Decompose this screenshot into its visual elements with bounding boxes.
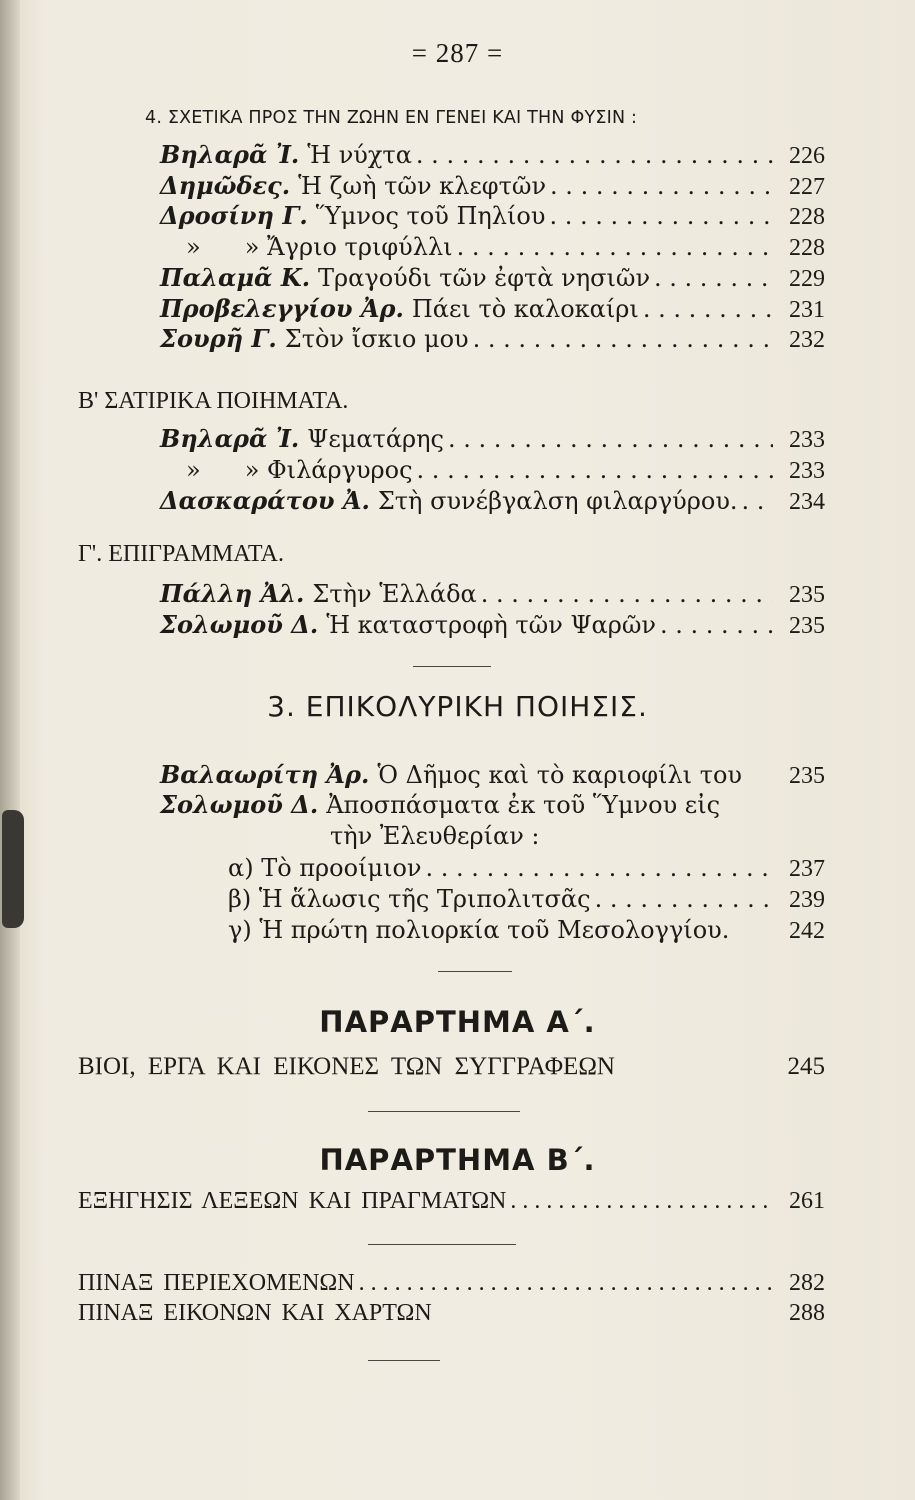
section-heading: Γ'. ΕΠΙΓΡΑΜΜΑΤΑ. (78, 541, 285, 567)
toc-subentry (228, 913, 825, 947)
dot-leader (416, 138, 773, 172)
entry-page: 227 (789, 174, 825, 200)
entry-title: Ψεματάρης (307, 425, 444, 453)
toc-entry (78, 1296, 825, 1330)
entry-title: Στὴν Ἑλλάδα (312, 580, 477, 608)
entry-author: Δροσίνη Γ. (160, 201, 308, 230)
entry-title: τὴν Ἐλευθερίαν : (330, 822, 540, 850)
dot-leader (510, 1184, 773, 1218)
dot-leader (550, 169, 773, 203)
entry-title: Ἡ ζωὴ τῶν κλεφτῶν (298, 172, 547, 200)
entry-page: 261 (789, 1188, 825, 1214)
book-binding (0, 0, 20, 1500)
entry-title: γ) Ἡ πρώτη πολιορκία τοῦ Μεσολογγίου. (228, 916, 730, 944)
entry-page: 282 (789, 1270, 825, 1296)
dot-leader (359, 1266, 773, 1300)
divider (438, 971, 512, 972)
dot-leader (417, 453, 773, 487)
entry-title: » Ἄγριο τριφύλλι (244, 233, 453, 261)
dot-leader (643, 292, 773, 326)
toc-entry (160, 169, 825, 203)
entry-page: 233 (789, 427, 825, 453)
section-heading: 4. ΣΧΕΤΙΚΑ ΠΡΟΣ ΤΗΝ ΖΩΗΝ ΕΝ ΓΕΝΕΙ ΚΑΙ ΤΗΝ ΦΥΣΙΝ : (145, 108, 638, 128)
divider (368, 1360, 440, 1361)
entry-title: ΠΙΝΑΞ ΠΕΡΙΕΧΟΜΕΝΩΝ (78, 1270, 355, 1296)
entry-page: 231 (789, 297, 825, 323)
entry-page: 226 (789, 143, 825, 169)
dot-leader (426, 851, 773, 885)
entry-title: Ὁ Δῆμος καὶ τὸ καριοφίλι του (377, 761, 743, 789)
toc-entry (160, 422, 825, 456)
entry-author: Παλαμᾶ Κ. (160, 263, 311, 292)
toc-entry (160, 484, 825, 518)
entry-title: β) Ἡ ἅλωσις τῆς Τριπολιτσᾶς (228, 885, 591, 913)
entry-title: Στὴ συνέβγαλση φιλαργύρου. (377, 487, 738, 515)
entry-page: 228 (789, 235, 825, 261)
toc-entry (160, 199, 825, 233)
dot-leader (549, 199, 773, 233)
entry-title: Ἡ καταστροφὴ τῶν Ψαρῶν (326, 611, 656, 639)
toc-entry (160, 608, 825, 642)
entry-page: 239 (789, 887, 825, 913)
toc-entry (160, 261, 825, 295)
entry-title: Ἀποσπάσματα ἐκ τοῦ Ὕμνου εἰς (326, 791, 721, 819)
entry-page: 232 (789, 327, 825, 353)
section-heading: Β' ΣΑΤΙΡΙΚΑ ΠΟΙΗΜΑΤΑ. (78, 388, 349, 414)
entry-title: Στὸν ἴσκιο μου (284, 325, 469, 353)
entry-page: 234 (789, 489, 825, 515)
entry-author: Βαλαωρίτη Ἀρ. (160, 760, 370, 789)
toc-entry (160, 577, 825, 611)
binding-damage (2, 810, 24, 928)
entry-title: Πάει τὸ καλοκαίρι (411, 295, 639, 323)
entry-author: Πάλλη Ἀλ. (160, 579, 305, 608)
toc-subentry (228, 851, 825, 885)
divider (413, 666, 491, 667)
dot-leader (595, 882, 773, 916)
appendix-heading: ΠΑΡΑΡΤΗΜΑ Α΄. (319, 1005, 596, 1039)
toc-entry (160, 788, 825, 822)
dot-leader (481, 577, 773, 611)
entry-title-continuation (330, 819, 540, 853)
dot-leader (448, 422, 773, 456)
entry-page: 235 (789, 582, 825, 608)
appendix-heading: ΠΑΡΑΡΤΗΜΑ Β΄. (319, 1143, 596, 1177)
ditto-mark: » (186, 233, 201, 261)
entry-title: ΕΞΗΓΗΣΙΣ ΛΕΞΕΩΝ ΚΑΙ ΠΡΑΓΜΑΤΩΝ (78, 1188, 507, 1214)
entry-page: 233 (789, 458, 825, 484)
entry-author: Βηλαρᾶ Ἰ. (160, 424, 300, 453)
entry-page: 229 (789, 266, 825, 292)
entry-page: 288 (789, 1300, 825, 1326)
page-number: = 287 = (411, 38, 504, 68)
entry-title: Τραγούδι τῶν ἐφτὰ νησιῶν (318, 264, 651, 292)
entry-author: Σουρῆ Γ. (160, 324, 277, 353)
dot-leader (654, 261, 773, 295)
entry-author: Δασκαράτου Ἀ. (160, 486, 370, 515)
toc-entry (78, 1266, 825, 1300)
entry-page: 237 (789, 856, 825, 882)
toc-entry (160, 230, 825, 264)
divider (368, 1244, 516, 1245)
dot-leader (742, 484, 773, 518)
entry-page: 228 (789, 204, 825, 230)
divider (368, 1111, 520, 1112)
toc-entry (160, 292, 825, 326)
toc-entry (160, 322, 825, 356)
entry-author: Βηλαρᾶ Ἰ. (160, 140, 300, 169)
entry-title: ΒΙΟΙ, ΕΡΓΑ ΚΑΙ ΕΙΚΟΝΕΣ ΤΩΝ ΣΥΓΓΡΑΦΕΩΝ (78, 1053, 615, 1080)
entry-page: 245 (787, 1053, 825, 1080)
entry-title: Ὕμνος τοῦ Πηλίου (315, 202, 546, 230)
ditto-mark: » (186, 456, 201, 484)
dot-leader (473, 322, 773, 356)
entry-author: Προβελεγγίου Ἀρ. (160, 294, 404, 323)
toc-entry (78, 1050, 825, 1084)
toc-entry (78, 1184, 825, 1218)
entry-author: Σολωμοῦ Δ. (160, 790, 319, 819)
entry-title: » Φιλάργυρος (244, 456, 413, 484)
entry-page: 235 (789, 613, 825, 639)
toc-entry (160, 453, 825, 487)
entry-author: Δημῶδες. (160, 171, 291, 200)
entry-title: α) Τὸ προοίμιον (228, 854, 422, 882)
dot-leader (660, 608, 773, 642)
entry-author: Σολωμοῦ Δ. (160, 610, 319, 639)
entry-page: 235 (789, 763, 825, 789)
toc-subentry (228, 882, 825, 916)
toc-entry (160, 758, 825, 792)
entry-page: 242 (789, 918, 825, 944)
dot-leader (457, 230, 773, 264)
section-heading: 3. ΕΠΙΚΟΛΥΡΙΚΗ ΠΟΙΗΣΙΣ. (267, 690, 648, 723)
entry-title: ΠΙΝΑΞ ΕΙΚΟΝΩΝ ΚΑΙ ΧΑΡΤΩΝ (78, 1300, 432, 1326)
entry-title: Ἡ νύχτα (307, 141, 412, 169)
toc-entry (160, 138, 825, 172)
